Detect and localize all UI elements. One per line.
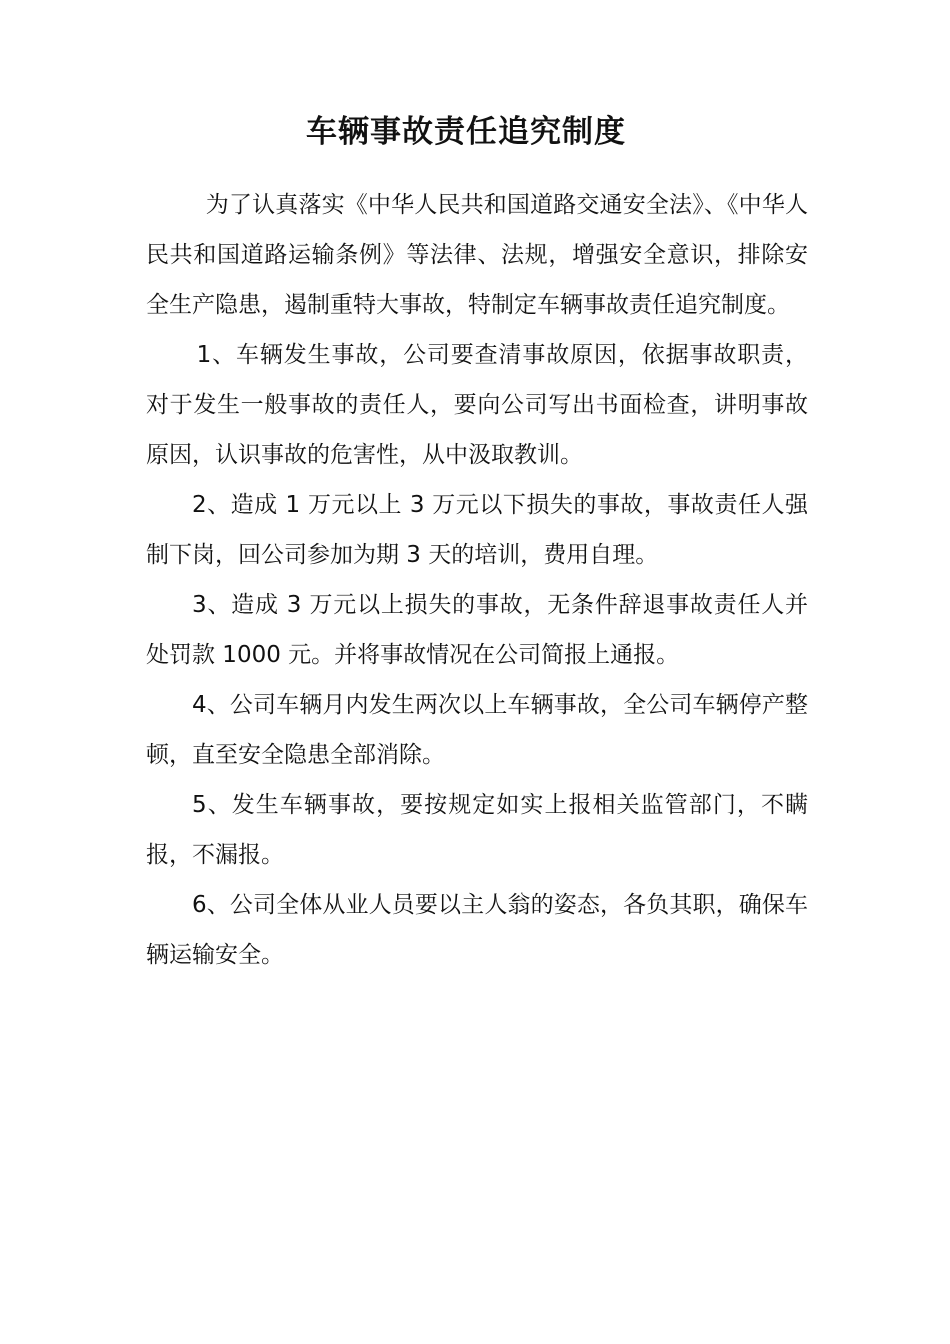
rule-item-2: 2、造成 1 万元以上 3 万元以下损失的事故，事故责任人强制下岗，回公司参加为期 3 天的培训，费用自理。 <box>146 492 808 568</box>
rule-item-4: 4、公司车辆月内发生两次以上车辆事故，全公司车辆停产整顿，直至安全隐患全部消除。 <box>146 692 808 768</box>
rule-item-3: 3、造成 3 万元以上损失的事故，无条件辞退事故责任人并处罚款 1000 元。并将事故情况在公司简报上通报。 <box>146 592 808 668</box>
intro-paragraph: 为了认真落实《中华人民共和国道路交通安全法》、《中华人民共和国道路运输条例》等法律、法规，增强安全意识，排除安全生产隐患，遏制重特大事故，特制定车辆事故责任追究制度。 <box>146 192 808 318</box>
document-body <box>146 180 808 980</box>
rule-item-6: 6、公司全体从业人员要以主人翁的姿态，各负其职，确保车辆运输安全。 <box>146 892 808 968</box>
rule-item-5: 5、发生车辆事故，要按规定如实上报相关监管部门，不瞒报，不漏报。 <box>146 792 808 868</box>
document-title: 车辆事故责任追究制度 <box>306 114 626 150</box>
rule-item-1: 1、车辆发生事故，公司要查清事故原因，依据事故职责，对于发生一般事故的责任人，要向公司写出书面检查，讲明事故原因，认识事故的危害性，从中汲取教训。 <box>146 342 808 468</box>
